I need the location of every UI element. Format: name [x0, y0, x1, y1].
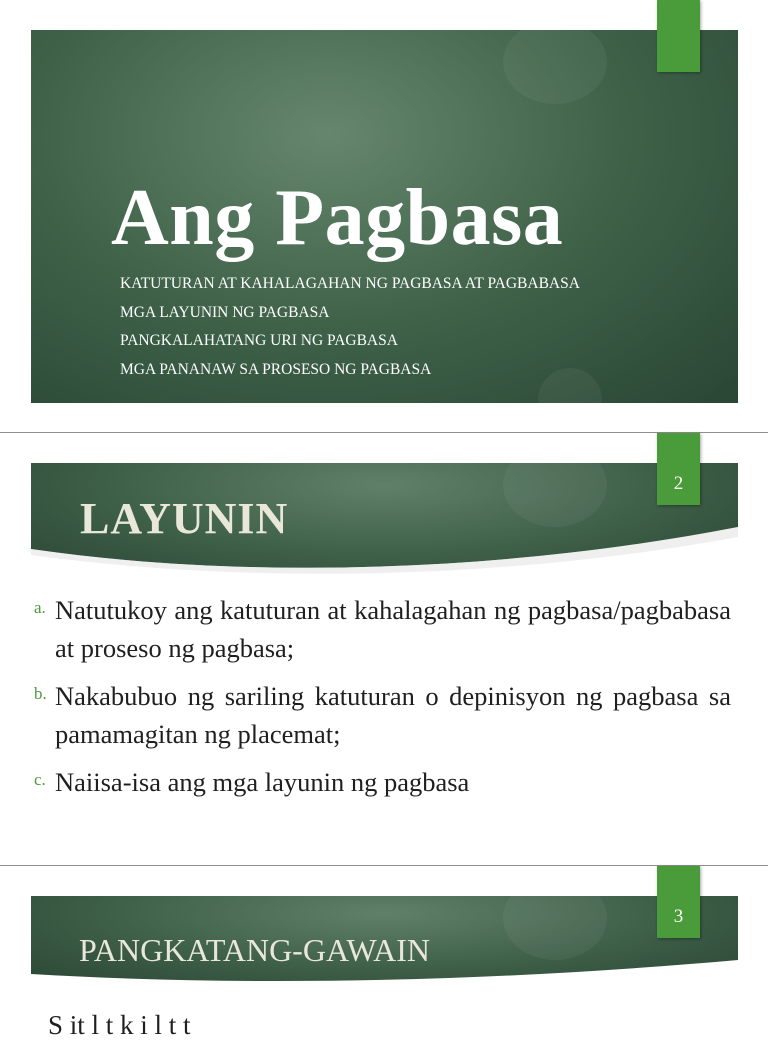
slide-1	[0, 0, 768, 432]
slide-number: 3	[673, 906, 684, 927]
objective-text: Nakabubuo ng sariling katuturan o depinisyon ng pagbasa sa pamamagitan ng placemat;	[55, 681, 731, 749]
slide-number-tab	[657, 866, 700, 938]
cut-off-text: S it l t k i l t t	[48, 1010, 191, 1040]
slide-number: 2	[673, 473, 684, 494]
topic-item: MGA PANANAW SA PROSESO NG PAGBASA	[120, 360, 432, 378]
slide-header	[31, 463, 738, 575]
topic-list	[120, 270, 580, 384]
slide-header	[31, 896, 738, 984]
objective-text: Naiisa-isa ang mga layunin ng pagbasa	[55, 767, 470, 797]
topic-item: PANGKALAHATANG URI NG PAGBASA	[120, 332, 398, 349]
list-item	[34, 763, 731, 801]
slide-2	[0, 433, 768, 865]
title-panel	[31, 30, 738, 403]
presentation-title: Ang Pagbasa	[111, 174, 564, 262]
list-item	[34, 591, 731, 667]
list-marker: b.	[34, 684, 47, 703]
list-item	[34, 677, 731, 753]
objective-text: Natutukoy ang katuturan at kahalagahan ng pagbasa/pagbabasa at proseso ng pagbasa;	[55, 595, 731, 663]
decorative-circle	[503, 20, 607, 104]
slide-number-tab	[657, 433, 700, 505]
slide-title: LAYUNIN	[80, 494, 289, 543]
list-marker: c.	[34, 770, 46, 789]
slide-title: PANGKATANG-GAWAIN	[79, 932, 431, 968]
topic-item: MGA LAYUNIN NG PAGBASA	[120, 303, 330, 321]
list-marker: a.	[34, 598, 46, 617]
topic-item: KATUTURAN AT KAHALAGAHAN NG PAGBASA AT PAGBABASA	[120, 275, 580, 292]
accent-tab	[657, 0, 700, 72]
slide-3	[0, 866, 768, 1040]
objectives-list	[34, 591, 731, 811]
